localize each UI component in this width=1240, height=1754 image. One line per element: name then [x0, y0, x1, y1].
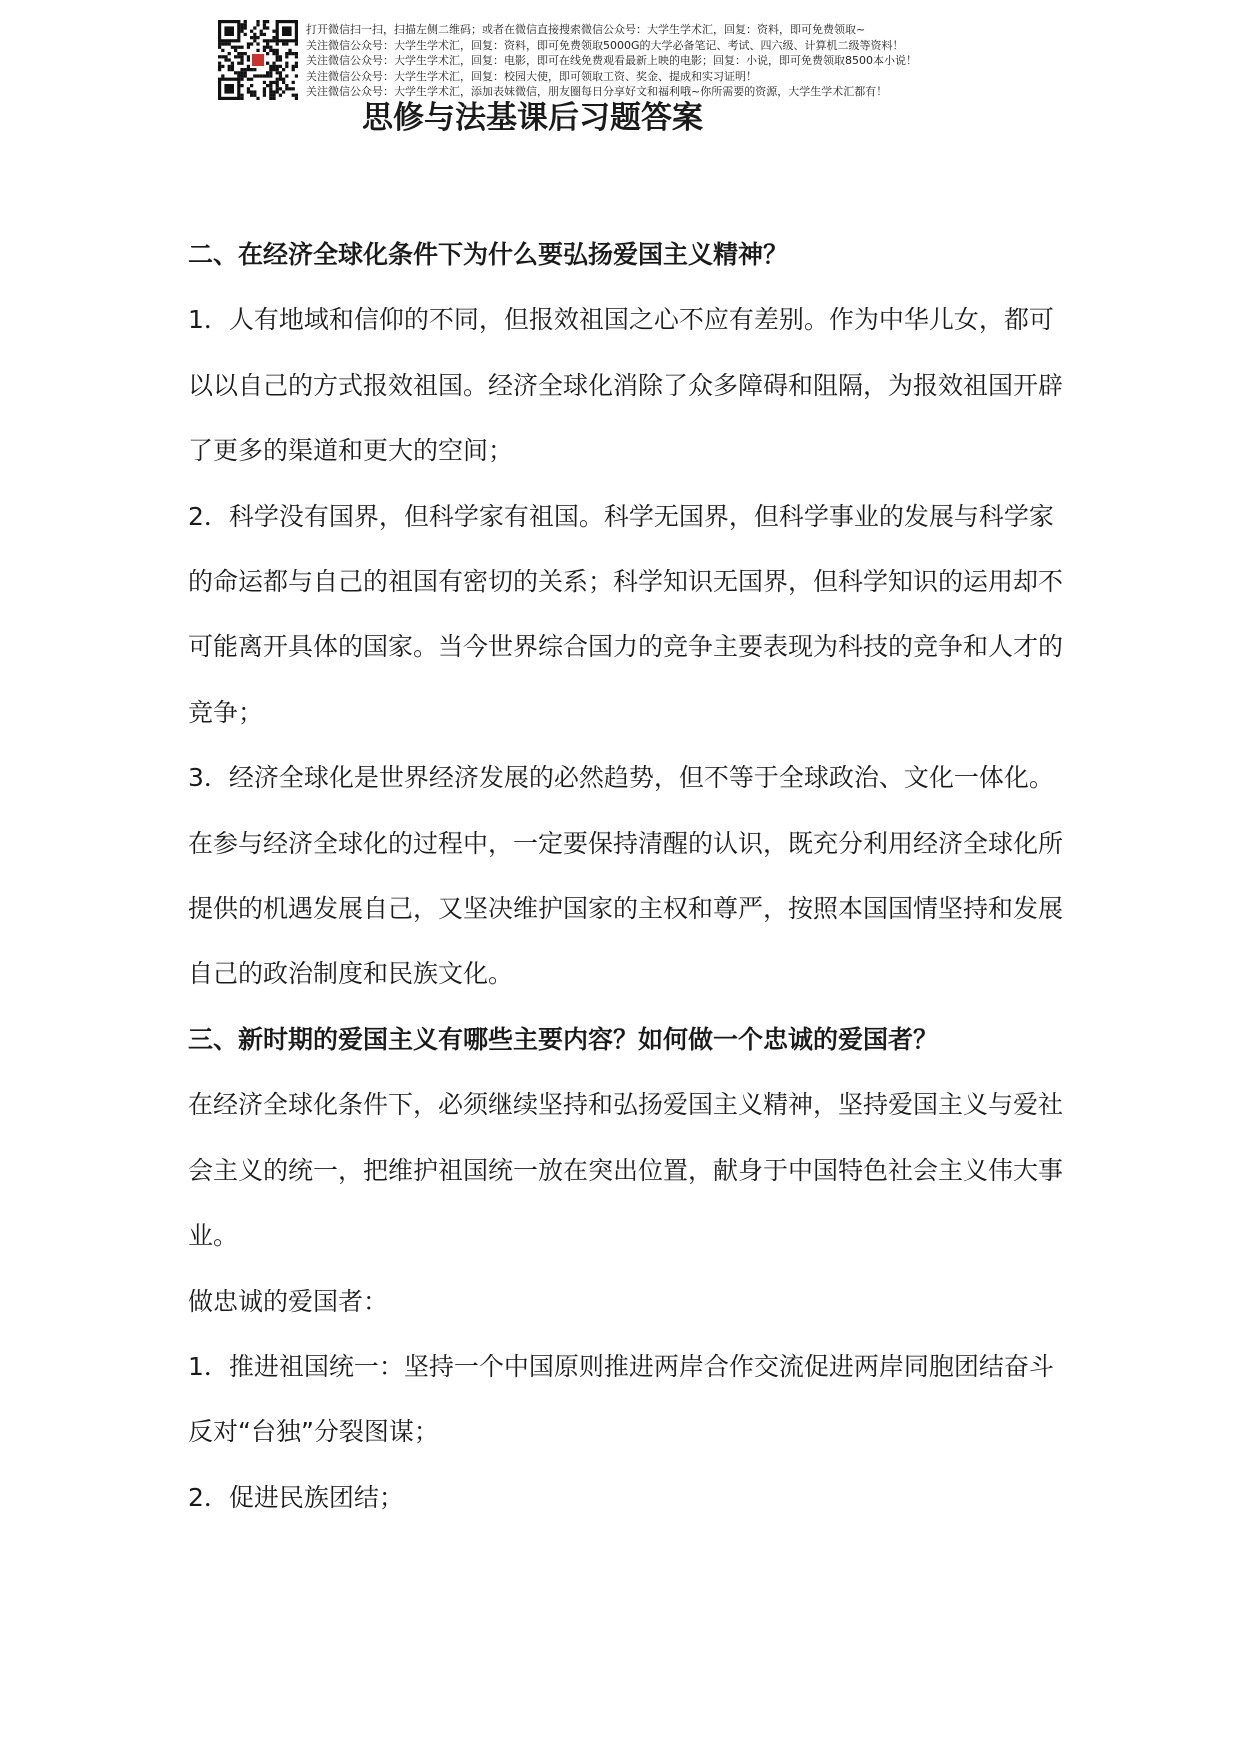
- promo-text-block: [306, 22, 996, 100]
- body-paragraph: 在经济全球化条件下，必须继续坚持和弘扬爱国主义精神，坚持爱国主义与爱社会主义的统一，把维护祖国统一放在突出位置，献身于中国特色社会主义伟大事业。: [188, 1090, 1064, 1251]
- section-heading: 二、在经济全球化条件下为什么要弘扬爱国主义精神？: [188, 240, 789, 269]
- body-paragraph: 3．经济全球化是世界经济发展的必然趋势，但不等于全球政治、文化一体化。在参与经济全球化的过程中，一定要保持清醒的认识，既充分利用经济全球化所提供的机遇发展自己，又坚决维护国家的主权和尊严，按照本国国情坚持和发展自己的政治制度和民族文化。: [188, 763, 1064, 989]
- body-paragraph: 做忠诚的爱国者：: [188, 1286, 389, 1316]
- body-paragraph: 1．推进祖国统一：坚持一个中国原则推进两岸合作交流促进两岸同胞团结奋斗反对“台独”分裂图谋；: [188, 1351, 1054, 1447]
- qr-code: [218, 20, 298, 100]
- promo-line: 关注微信公众号：大学生学术汇，回复：电影，即可在线免费观看最新上映的电影；回复：小说，即可免费领取8500本小说！: [306, 54, 917, 67]
- promo-line: 关注微信公众号：大学生学术汇，回复：资料，即可免费领取5000G的大学必备笔记、考试、四六级、计算机二级等资料！: [306, 38, 904, 52]
- body-paragraph: 2．促进民族团结；: [188, 1482, 404, 1512]
- promo-header: [218, 20, 998, 102]
- promo-line: 打开微信扫一扫，扫描左侧二维码；或者在微信直接搜索微信公众号：大学生学术汇，回复：资料，即可免费领取~: [306, 23, 866, 36]
- document-title: 思修与法基课后习题答案: [362, 100, 703, 136]
- qr-logo-icon: [250, 52, 266, 68]
- promo-line: 关注微信公众号：大学生学术汇，回复：校园大使，即可领取工资、奖金、提成和实习证明！: [306, 69, 757, 83]
- section-heading: 三、新时期的爱国主义有哪些主要内容？如何做一个忠诚的爱国者？: [188, 1024, 939, 1054]
- body-paragraph: 2．科学没有国界，但科学家有祖国。科学无国界，但科学事业的发展与科学家的命运都与自己的祖国有密切的关系；科学知识无国界，但科学知识的运用却不可能离开具体的国家。当今世界综合国力的竞争主要表现为科技的竞争和人才的竞争；: [188, 501, 1064, 727]
- promo-line: 关注微信公众号：大学生学术汇，添加表妹微信，朋友圈每日分享好文和福利哦~你所需要的资源，大学生学术汇都有！: [306, 85, 888, 98]
- body-paragraph: 1．人有地域和信仰的不同，但报效祖国之心不应有差别。作为中华儿女，都可以以自己的方式报效祖国。经济全球化消除了众多障碍和阻隔，为报效祖国开辟了更多的渠道和更大的空间；: [188, 305, 1064, 466]
- document-body: [188, 222, 1068, 1530]
